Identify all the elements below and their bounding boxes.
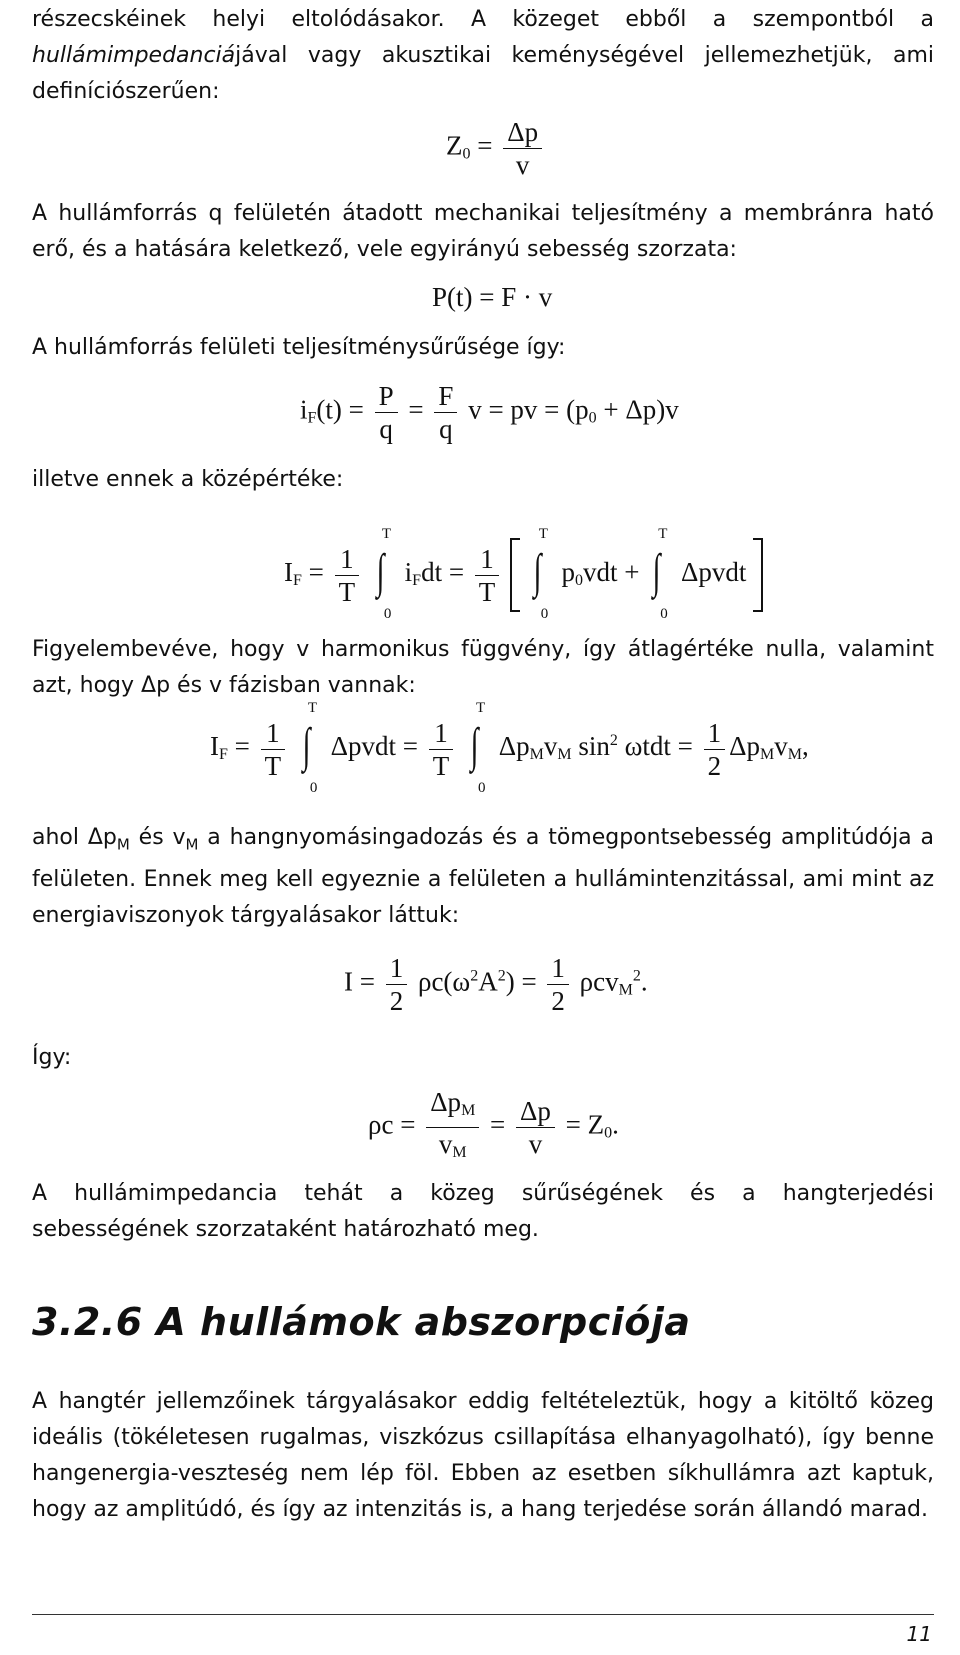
denominator: v [515, 150, 530, 180]
eq-sup: 2 [632, 967, 641, 985]
footer-divider [32, 1614, 934, 1615]
paragraph-harmonic: Figyelembevéve, hogy v harmonikus függvény, így átlagértéke nulla, valamint azt, hogy Δp és v fázisban vannak: [32, 637, 934, 698]
eq-text: . [612, 1109, 619, 1140]
eq-text: Δpvdt = [330, 731, 418, 762]
numerator: 1 [335, 543, 360, 576]
equation-impedance-result [368, 1086, 619, 1169]
eq-sub: F [412, 572, 422, 590]
denominator: T [478, 576, 496, 607]
eq-text: I = [344, 966, 375, 997]
eq-text: v = pv = (p [468, 394, 589, 425]
integral-symbol: ∫ [470, 719, 479, 772]
text-run: a hangnyomásingadozás és a tömegpontsebesség amplitúdója a felületen. Ennek meg kell egyeznie a felületen a hullámintenzitással, ami mint az energiaviszonyok tárgyalásakor láttuk: [32, 825, 934, 929]
page-number: 11 [906, 1622, 932, 1646]
eq-sub: M [787, 746, 802, 764]
integral-sign [466, 700, 490, 796]
integral-lower: 0 [540, 606, 549, 622]
integral-upper: T [381, 526, 392, 542]
fraction [429, 717, 454, 782]
eq-text: Δpvdt [681, 557, 747, 588]
integral-sign [529, 526, 553, 622]
denominator: T [338, 576, 356, 607]
eq-sub: M [529, 746, 544, 764]
fraction [335, 543, 360, 608]
fraction [704, 717, 726, 782]
eq-sub: M [618, 981, 633, 999]
denominator [426, 1128, 479, 1169]
integral-sign [648, 526, 672, 622]
integral-sign [372, 526, 396, 622]
denominator: 2 [707, 750, 722, 781]
numerator: 1 [475, 543, 500, 576]
eq-text: A [478, 966, 498, 997]
text-sub: M [116, 835, 130, 854]
eq-sub: M [461, 1102, 476, 1119]
numerator: 1 [704, 717, 726, 750]
numerator: P [375, 380, 398, 413]
equation-wave-intensity [344, 952, 648, 1017]
bracket-right [753, 538, 763, 612]
paragraph-amplitude [32, 820, 934, 934]
eq-sign: = [234, 731, 250, 762]
eq-sub: M [759, 746, 775, 764]
section-heading: 3.2.6 A hullámok abszorpciója [32, 1300, 691, 1344]
eq-text: i [404, 557, 413, 588]
eq-sub: 0 [575, 572, 584, 590]
integral-upper: T [538, 526, 548, 542]
integral-lower: 0 [383, 606, 392, 622]
eq-sub: F [219, 746, 228, 764]
fraction [434, 380, 457, 445]
bracket-left [510, 538, 520, 612]
text-sub: M [185, 835, 199, 854]
equation-mean-intensity [284, 526, 763, 622]
paragraph-intro [32, 2, 934, 110]
eq-text: ) = [505, 966, 537, 997]
eq-symbol: I [210, 731, 219, 762]
paragraph-absorption: A hangtér jellemzőinek tárgyalásakor eddig feltételeztük, hogy a kitöltő közeg ideális (tökéletesen rugalmas, viszkózus csillapítása elhanyagolható), így benne hangenergia-veszteség nem lép föl. Ebben az esetben síkhullámra azt kaptuk, hogy az amplitúdó, és így az intenzitás is, a hang terjedése során állandó marad. [32, 1389, 934, 1522]
numerator: F [434, 380, 457, 413]
eq-sign: = [408, 394, 424, 425]
eq-sub: 0 [604, 1124, 613, 1142]
eq-sub: 0 [588, 409, 597, 427]
eq-sub: 0 [462, 145, 471, 163]
integral-symbol: ∫ [302, 719, 311, 772]
eq-sign: = [490, 1109, 506, 1140]
eq-text: ρc(ω [417, 966, 471, 997]
integral-sign [298, 700, 322, 796]
eq-text: Δp [430, 1087, 462, 1117]
eq-symbol: Z [446, 130, 463, 161]
integral-lower: 0 [660, 606, 668, 622]
integral-symbol: ∫ [652, 545, 661, 598]
fraction [386, 952, 408, 1017]
eq-sup: 2 [497, 967, 506, 985]
paragraph-power-density: A hullámforrás felületi teljesítménysűrűsége így: [32, 335, 566, 360]
eq-text: ρcv [579, 966, 619, 997]
denominator: q [439, 414, 453, 444]
integral-symbol: ∫ [533, 545, 542, 598]
integral-symbol: ∫ [376, 545, 385, 598]
paragraph-conclusion: A hullámimpedancia tehát a közeg sűrűségének és a hangterjedési sebességének szorzataként határozható meg. [32, 1181, 934, 1242]
integral-lower: 0 [309, 780, 318, 796]
integral-upper: T [475, 700, 486, 716]
text-run: és v [129, 825, 186, 850]
eq-text: v [774, 731, 788, 762]
fraction [375, 380, 398, 445]
numerator: Δp [503, 116, 542, 149]
denominator: 2 [389, 986, 404, 1016]
numerator: 1 [547, 952, 569, 985]
paragraph-power: A hullámforrás q felületén átadott mechanikai teljesítmény a membránra ható erő, és a hatására keletkező, vele egyirányú sebesség szorzata: [32, 201, 934, 262]
eq-text: . [640, 966, 648, 997]
eq-sub: M [557, 746, 572, 764]
numerator: 1 [261, 717, 286, 750]
numerator: 1 [386, 952, 408, 985]
eq-text: v [543, 731, 558, 762]
eq-text: Δp [729, 731, 760, 762]
integral-upper: T [307, 700, 318, 716]
eq-symbol: i [300, 394, 308, 425]
eq-sub: F [307, 409, 317, 427]
integral-lower: 0 [477, 780, 486, 796]
fraction [503, 116, 542, 181]
eq-text: , [801, 731, 809, 762]
denominator: q [379, 414, 393, 444]
text-run: ahol Δp [32, 825, 117, 850]
eq-text: ωtdt = [624, 731, 693, 762]
equation-power: P(t) = F · v [432, 282, 553, 312]
equation-impedance [446, 116, 546, 181]
eq-text: ρc = [368, 1109, 416, 1140]
eq-sub: M [452, 1144, 467, 1161]
fraction [475, 543, 500, 608]
text-run: részecskéinek helyi eltolódásakor. A közeget ebből a szempontból a [32, 7, 934, 32]
numerator: Δp [516, 1095, 555, 1128]
denominator: 2 [551, 986, 565, 1016]
fraction [426, 1086, 479, 1169]
fraction [547, 952, 569, 1017]
eq-symbol: I [284, 557, 293, 588]
eq-sup: 2 [470, 967, 479, 985]
denominator: v [528, 1129, 543, 1159]
eq-sign: = [477, 130, 493, 161]
eq-text: vdt + [583, 557, 640, 588]
eq-sign: = [308, 557, 324, 588]
eq-text: = Z [565, 1109, 605, 1140]
text-run: jával vagy akusztikai keménységével jellemezhetjük, ami definíciószerűen: [32, 43, 934, 104]
eq-text: sin [578, 731, 610, 762]
eq-sub: F [293, 572, 302, 590]
paragraph-mean: illetve ennek a középértéke: [32, 467, 344, 492]
equation-power-density [300, 380, 679, 445]
integral-upper: T [658, 526, 668, 542]
equation-intensity-amplitude [210, 700, 809, 796]
fraction [516, 1095, 555, 1160]
eq-text: (t) = [316, 394, 364, 425]
fraction [261, 717, 286, 782]
eq-text: + Δp)v [596, 394, 679, 425]
denominator: T [432, 750, 450, 781]
denominator: T [264, 750, 282, 781]
numerator: 1 [429, 717, 454, 750]
eq-text: v [438, 1129, 453, 1159]
eq-text: Δp [498, 731, 530, 762]
eq-text: p [561, 557, 576, 588]
numerator [426, 1086, 479, 1128]
eq-text: dt = [421, 557, 465, 588]
italic-term: hullámimpedanciá [32, 43, 236, 68]
eq-sup: 2 [609, 732, 618, 750]
label-igy: Így: [32, 1045, 72, 1070]
